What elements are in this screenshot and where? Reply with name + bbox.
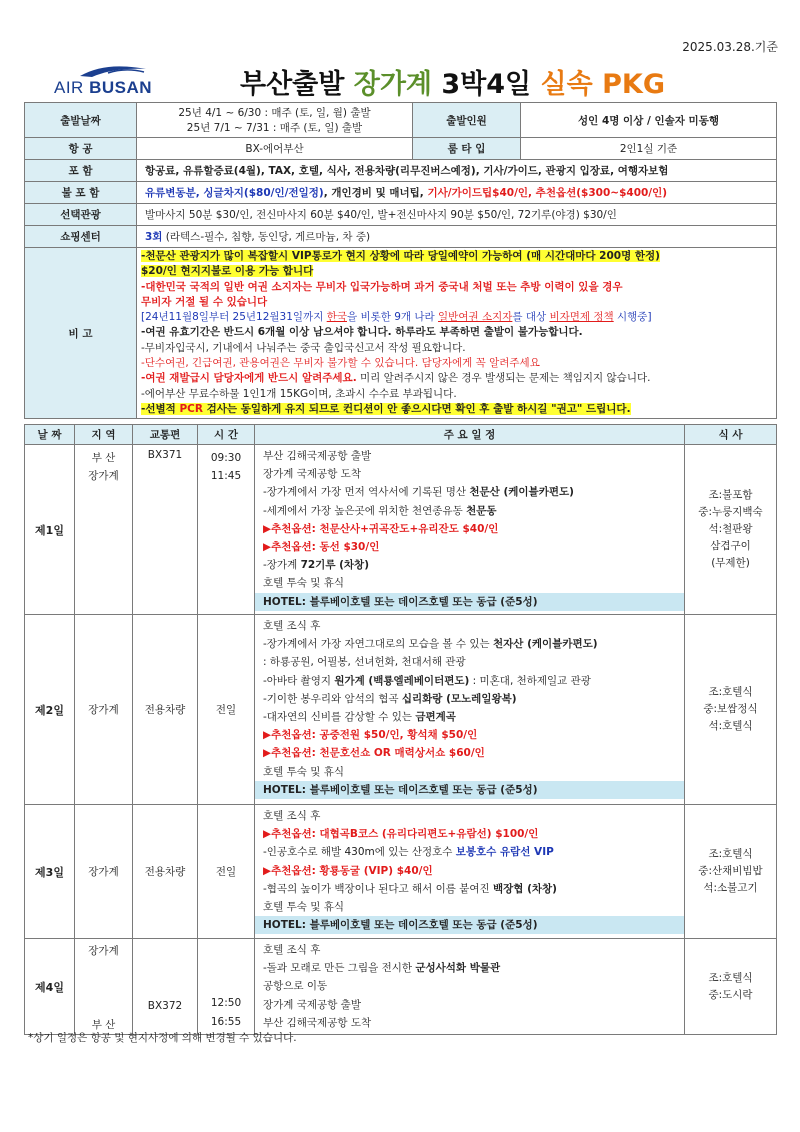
day1-hotel: HOTEL: 블루베이호텔 또는 데이즈호텔 또는 동급 (준5성) xyxy=(255,593,684,611)
page-title: 부산출발 장가계 3박4일 실속 PKG xyxy=(240,69,665,100)
air-label: 항 공 xyxy=(25,138,137,160)
day2-region: 장가계 xyxy=(75,615,133,805)
day3-region: 장가계 xyxy=(75,805,133,939)
day3-row xyxy=(25,805,777,939)
header-day: 날 짜 xyxy=(25,425,75,445)
air-value: BX-에어부산 xyxy=(137,138,413,160)
depart-label: 출발날짜 xyxy=(25,103,137,138)
info-table xyxy=(24,102,777,419)
wing-icon xyxy=(78,64,148,78)
header-region: 지 역 xyxy=(75,425,133,445)
day2-schedule: 호텔 조식 후 -장가계에서 가장 자연그대로의 모습을 볼 수 있는 천자산 (케이블카편도) : 하룡공원, 어필봉, 선녀헌화, 천대서해 관광 -아바타 촬영지 원가계 (백룡엘레베이터편도) : 미혼대, 천하제일교 관광 -기이한 봉우리와 암석의 협곡 십리화랑 (모노레일왕복) -대자연의 신비를 감상할 수 있는 금편계곡 ▶추천옵션: 공중전원 $50/인, 황석채 $50/인 ▶추천옵션: 천문호선쇼 OR 매력상서쇼 $60/인 호텔 투숙 및 휴식 HOTEL: 블루베이호텔 또는 데이즈호텔 또는 동급 (준5성) xyxy=(255,615,685,805)
day2-meal: 조:호텔식 중:보쌈정식 석:호텔식 xyxy=(685,615,777,805)
day4-schedule: 호텔 조식 후 -돌과 모래로 만든 그림을 전시한 군성사석화 박물관 공항으로 이동 장가계 국제공항 출발 부산 김해국제공항 도착 xyxy=(255,939,685,1035)
day2-transport: 전용차량 xyxy=(133,615,198,805)
day2-time: 전일 xyxy=(198,615,255,805)
day2-row xyxy=(25,615,777,805)
day3-label: 제3일 xyxy=(25,805,75,939)
header-time: 시 간 xyxy=(198,425,255,445)
day2-hotel: HOTEL: 블루베이호텔 또는 데이즈호텔 또는 동급 (준5성) xyxy=(255,781,684,799)
include-label: 포 함 xyxy=(25,160,137,182)
air-busan-logo xyxy=(54,64,154,98)
header-main: 주 요 일 정 xyxy=(255,425,685,445)
day2-label: 제2일 xyxy=(25,615,75,805)
day4-region: 장가계 부 산 xyxy=(75,939,133,1035)
day1-region: 부 산 장가계 xyxy=(75,445,133,615)
depart-value: 25년 4/1 ~ 6/30 : 매주 (토, 일, 월) 출발 25년 7/1 ~ 7/31 : 매주 (토, 일) 출발 xyxy=(137,103,413,138)
logo-busan-text: BUSAN xyxy=(89,78,153,97)
day4-meal: 조:호텔식 중:도시락 xyxy=(685,939,777,1035)
day1-row xyxy=(25,445,777,615)
people-value: 성인 4명 이상 / 인솔자 미동행 xyxy=(521,103,777,138)
option-value: 발마사지 50분 $30/인, 전신마사지 60분 $40/인, 발+전신마사지 90분 $50/인, 72기루(야경) $30/인 xyxy=(137,204,777,226)
include-value: 항공료, 유류할증료(4월), TAX, 호텔, 식사, 전용차량(리무진버스예정), 기사/가이드, 관광지 입장료, 여행자보험 xyxy=(137,160,777,182)
day4-flight: BX372 xyxy=(133,939,198,1035)
header-transport: 교통편 xyxy=(133,425,198,445)
day3-meal: 조:호텔식 중:산채비빔밥 석:소불고기 xyxy=(685,805,777,939)
logo-air-text: AIR xyxy=(54,78,84,97)
day4-label: 제4일 xyxy=(25,939,75,1035)
note-label: 비 고 xyxy=(25,248,137,419)
notes: -천문산 관광지가 많이 복잡할시 VIP통로가 현지 상황에 따라 당일예약이 가능하여 (매 시간대마다 200명 한정) $20/인 현지지불로 이용 가능 합니다 -대한민국 국적의 일반 여권 소지자는 무비자 입국가능하며 과거 중국내 처벌 또는 추방 이력이 있을 경우 무비자 거절 될 수 있습니다 [24년11월8일부터 25년12월31일까지 한국을 비롯한 9개 나라 일반여권 소지자를 대상 비자면제 정책 시행중] -여권 유효기간은 반드시 6개월 이상 남으셔야 합니다. 하루라도 부족하면 출발이 불가능합니다. -무비자입국시, 기내에서 나눠주는 중국 출입국신고서 작성 필요합니다. -단수여권, 긴급여권, 관용여권은 무비자 불가할 수 있습니다. 담당자에게 꼭 알려주세요 -여권 재발급시 담당자에게 반드시 알려주세요. 미리 알려주시지 않은 경우 발생되는 문제는 책임지지 않습니다. -에어부산 무료수하물 1인1개 15KG이며, 초과시 수수료 부과됩니다. -선별적 PCR 검사는 동일하게 유지 되므로 컨디션이 안 좋으시다면 확인 후 출발 하시길 "권고" 드립니다. xyxy=(137,248,777,419)
day4-time: 12:50 16:55 xyxy=(198,939,255,1035)
header-meal: 식 사 xyxy=(685,425,777,445)
day3-transport: 전용차량 xyxy=(133,805,198,939)
day3-schedule: 호텔 조식 후 ▶추천옵션: 대협곡B코스 (유리다리편도+유람선) $100/인 -인공호수로 해발 430m에 있는 산정호수 보봉호수 유람선 VIP ▶추천옵션: 황룡동굴 (VIP) $40/인 -협곡의 높이가 백장이나 된다고 해서 이름 붙여진 백장협 (차창) 호텔 투숙 및 휴식 HOTEL: 블루베이호텔 또는 데이즈호텔 또는 동급 (준5성) xyxy=(255,805,685,939)
room-label: 룸 타 입 xyxy=(413,138,521,160)
schedule-table xyxy=(24,424,777,1035)
footer-note: *상기 일정은 항공 및 현지사정에 의해 변경될 수 있습니다. xyxy=(28,1032,297,1044)
exclude-label: 불 포 함 xyxy=(25,182,137,204)
reference-date: 2025.03.28.기준 xyxy=(682,40,778,54)
day1-meal: 조:불포함 중:누룽지백숙 석:철판왕 삼겹구이 (무제한) xyxy=(685,445,777,615)
shop-value: 3회 (라텍스-필수, 침향, 동인당, 게르마늄, 차 중) xyxy=(137,226,777,248)
exclude-value: 유류변동분, 싱글차지($80/인/전일정), 개인경비 및 매너팁, 기사/가이드팁$40/인, 추천옵션($300~$400/인) xyxy=(137,182,777,204)
day1-label: 제1일 xyxy=(25,445,75,615)
day1-flight: BX371 xyxy=(133,445,198,615)
day3-time: 전일 xyxy=(198,805,255,939)
day1-time: 09:30 11:45 xyxy=(198,445,255,615)
day4-row xyxy=(25,939,777,1035)
day3-hotel: HOTEL: 블루베이호텔 또는 데이즈호텔 또는 동급 (준5성) xyxy=(255,916,684,934)
day1-schedule: 부산 김해국제공항 출발 장가계 국제공항 도착 -장가계에서 가장 먼저 역사서에 기록된 명산 천문산 (케이블카편도) -세계에서 가장 높은곳에 위치한 천연종유동 천문동 ▶추천옵션: 천문산사+귀곡잔도+유리잔도 $40/인 ▶추천옵션: 동선 $30/인 -장가계 72기루 (차창) 호텔 투숙 및 휴식 HOTEL: 블루베이호텔 또는 데이즈호텔 또는 동급 (준5성) xyxy=(255,445,685,615)
option-label: 선택관광 xyxy=(25,204,137,226)
shop-label: 쇼핑센터 xyxy=(25,226,137,248)
room-value: 2인1실 기준 xyxy=(521,138,777,160)
people-label: 출발인원 xyxy=(413,103,521,138)
